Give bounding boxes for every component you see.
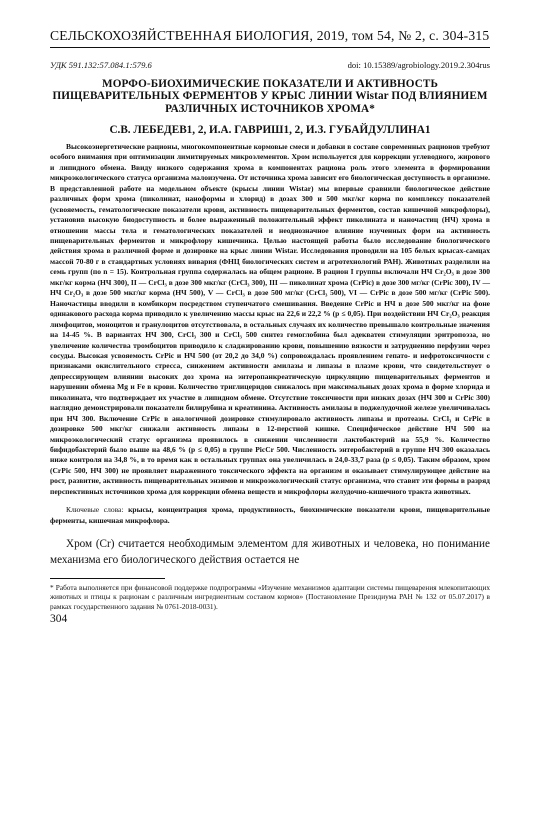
footnote-divider xyxy=(50,578,165,579)
doi[interactable]: doi: 10.15389/agrobiology.2019.2.304rus xyxy=(347,60,490,70)
udk-code: УДК 591.132:57.084.1:579.6 xyxy=(50,60,152,70)
meta-row xyxy=(50,60,490,70)
keywords-list: крысы, концентрация хрома, продуктивность, биохимические показатели крови, пищеварительные ферменты, кишечная микрофлора. xyxy=(50,505,490,525)
authors: С.В. ЛЕБЕДЕВ1, 2, И.А. ГАВРИШ1, 2, И.З. ГУБАЙДУЛЛИНА1 xyxy=(109,123,431,136)
body-text: Хром (Cr) считается необходимым элементом для животных и человека, но понимание механизма его биологического действия остается не xyxy=(50,538,490,567)
keywords-label: Ключевые слова: xyxy=(66,505,124,515)
keywords xyxy=(50,505,490,526)
page-number: 304 xyxy=(50,612,68,625)
footnote: * Работа выполняется при финансовой поддержке подпрограммы «Изучение механизмов адаптации системы пищеварения млекопитающих животных и птицы к рационам с различным ингредиентным составом кормов» (Постановление Президиума РАН № 132 от 05.07.2017) в рамках государственного задания № 0761-2018-0031). xyxy=(50,583,490,611)
abstract: Высокоэнергетические рационы, многокомпонентные кормовые смеси и добавки в составе современных рационов требуют особого внимания при оптимизации лимитируемых микроэлементов. Хром используется для коррекции углеводного, жирового и липидного обмена. Ввиду низкого содержания хрома в компонентах рациона роль этого элемента в формировании микроэкологического статуса организма малоизучена. От источника хрома зависит его биологическая доступность в организме. В представленной работе на модельном объекте (крысы линии Wistar) мы впервые сравнили биологическое действие различных форм хрома (пиколинат, нанoформы и хлорид) в дозах 300 и 500 мкг/кг корма по комплексу показателей (усвояемость, гематологические показатели крови, активность пищеварительных ферментов, состав кишечной микрофлоры), установив высокую биодоступность и более выраженный положительный эффект пиколината и наночастиц (НЧ) хрома в отношении массы тела и гематологических показателей и неоднозначное влияние изученных форм на активность пищеварительных ферментов и микрофлору кишечника. Целью настоящей работы было исследование биологического действия хрома в различной форме и дозировке на крыс линии Wistar. Исследования проводили на 105 белых крысах-самцах массой 70-80 г в стандартных условиях вивария (ФНЦ биологических систем и агротехнологий РАН). Животных разделили на семь групп (по n = 15). Контрольная группа содержалась на общем рационе. В рацион I группы включали НЧ Cr₂O₃ в дозе 300 мкг/кг корма (НЧ 300), II — CrCl₃ в дозе 300 мкг/кг (CrCl₃ 300), III — пиколинат хрома (CrPic) в дозе 300 мг/кг (CrPic 300), IV — НЧ Cr₂O₃ в дозе 500 мкг/кг корма (НЧ 500), V — CrCl₃ в дозе 500 мг/кг (CrCl₃ 500), VI — CrPic в дозе 500 мг/кг (CrPic 500). Наночастицы вводили в комбикорм посредством ступенчатого смешивания. Введение CrPic и НЧ в дозе 500 мкг/кг на фоне одинакового расхода корма приводило к увеличению массы крыс на 22,6 и 22,2 % (р ≤ 0,05). При воздействии НЧ Cr₂O₃ реакция лимфоцитов, моноцитов и гранулоцитов отсутствовала, в остальных случаях их количество превышало контрольные значения на 14-45 %. В вариантах НЧ 300, CrCl₃ 300 и CrCl₃ 500 синтез гемоглобина был адекватен стимуляции эритропоэза, но увеличение количества тромбоцитов приводило к сладжированию крови, повышению вязкости и затруднению перфузии через сосуды. Высокая усвояемость CrPic и НЧ 500 (от 20,2 до 34,0 %) сопровождалась проявлением гепато- и нефротоксичности с признаками окислительного стресса, снижением активности амилазы и липазы в плазме крови, что свидетельствует о депрессирующем влиянии высоких доз хрома на энтеропанкреатическую циркуляцию пищеварительных ферментов и нарушении обмена Mg и Fe в крови. Количество триглицеридов снижалось при максимальных дозах хрома в форме хлорида и пиколината, что подтверждает их участие в липидном обмене. Отсутствие токсичности при низких дозах (НЧ 300 и CrPic 300) наглядно демонстрировали показатели билирубина и креатинина. Активность амилазы в поджелудочной железе увеличивалась при НЧ 300. Включение CrPic в аналогичной дозировке стимулировало активность липазы и протеазы. CrCl₃ и CrPic в дозировке 500 мкг/кг снижали активность липазы в 12-перстной кишке. Специфическое действие НЧ 500 на микроэкологический статус организма проявилось в снижении численности лактобактерий на 55,9 %. Количество бифидобактерий было выше на 48,6 % (р ≤ 0,05) в группе PicCr 500. Численность энтеробактерий в группе НЧ 300 оказалась ниже контроля на 34,8 %, в то время как в остальных группах она увеличилась в 24,0-33,7 раза (р ≤ 0,05). Таким образом, хром (CrPic 500, НЧ 300) не проявляет выраженного токсического эффекта на организм и оказывает стимулирующее действие на рост, развитие, активность пищеварительных энзимов и микроэкологический статус организма, что ставит эти формы в разряд перспективных источников хрома для коррекции обмена веществ и микрофлоры желудочно-кишечного тракта животных. xyxy=(50,141,490,496)
journal-header: СЕЛЬСКОХОЗЯЙСТВЕННАЯ БИОЛОГИЯ, 2019, том 54, № 2, с. 304-315 xyxy=(50,28,490,48)
article-title: МОРФО-БИОХИМИЧЕСКИЕ ПОКАЗАТЕЛИ И АКТИВНОСТЬ ПИЩЕВАРИТЕЛЬНЫХ ФЕРМЕНТОВ У КРЫС ЛИНИИ Wistar ПОД ВЛИЯНИЕМ РАЗЛИЧНЫХ ИСТОЧНИКОВ ХРОМА* xyxy=(52,78,488,115)
